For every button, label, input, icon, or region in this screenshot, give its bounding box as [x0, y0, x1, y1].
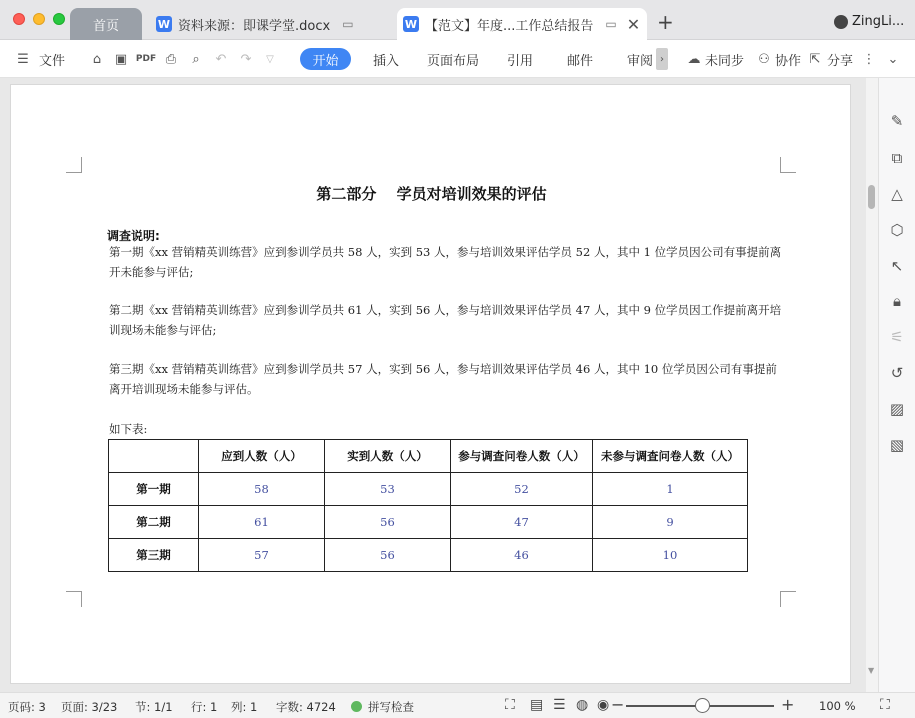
web-view-icon[interactable]: ◍	[576, 697, 589, 713]
tab-label: 资料来源：即课学堂.docx	[178, 18, 331, 34]
paragraph: 第三期《xx 营销精英训练营》应到参训学员共 57 人，实到 56 人，参与培训效果评估学员 46 人，其中 10 位学员因公司有事提前离开培训现场未能参与评估。	[109, 362, 777, 396]
ribbon-tab-start[interactable]: 开始	[300, 48, 351, 70]
history-icon[interactable]: ↺	[890, 364, 904, 382]
tab-document-source[interactable]	[152, 8, 392, 40]
table-cell[interactable]: 10	[593, 539, 748, 572]
table-header-cell[interactable]	[109, 440, 199, 473]
collaborate-icon[interactable]: ⚇	[758, 51, 770, 67]
table-row	[109, 539, 748, 572]
style-icon[interactable]: △	[891, 185, 903, 203]
paragraph: 第一期《xx 营销精英训练营》应到参训学员共 58 人，实到 53 人，参与培训效果评估学员 52 人，其中 1 位学员因公司有事提前离开未能参与评估;	[109, 245, 782, 279]
paragraph: 第二期《xx 营销精英训练营》应到参训学员共 61 人，实到 56 人，参与培训效果评估学员 47 人，其中 9 位学员因工作提前离开培训现场未能参与评估;	[109, 303, 782, 337]
table-cell[interactable]: 61	[199, 506, 325, 539]
table-cell[interactable]: 56	[325, 539, 451, 572]
main-toolbar	[0, 40, 915, 78]
adjust-sliders-icon[interactable]: ⚟	[890, 328, 904, 346]
table-cell[interactable]: 53	[325, 473, 451, 506]
table-header-cell[interactable]: 未参与调查问卷人数（人）	[593, 440, 748, 473]
table-row-label[interactable]: 第二期	[109, 506, 199, 539]
page-view-icon[interactable]: ▤	[530, 697, 544, 713]
file-menu[interactable]: 文件	[39, 53, 66, 69]
select-cursor-icon[interactable]: ↖	[890, 257, 904, 275]
collaborate-button[interactable]: 协作	[775, 53, 802, 69]
close-tab-icon[interactable]: ✕	[626, 14, 641, 34]
scroll-down-arrow-icon[interactable]: ▼	[868, 666, 875, 675]
close-window-button[interactable]	[13, 13, 25, 25]
crop-mark	[780, 591, 796, 607]
fit-page-icon[interactable]: ⛶	[880, 697, 890, 713]
ribbon-tab-mailings[interactable]: 邮件	[567, 53, 594, 69]
hexagon-icon[interactable]: ⬡	[890, 221, 904, 239]
table-header-cell[interactable]: 实到人数（人）	[325, 440, 451, 473]
table-row-label[interactable]: 第一期	[109, 473, 199, 506]
zoom-slider-thumb[interactable]	[695, 698, 710, 713]
print-icon[interactable]: ⎙	[165, 51, 177, 67]
lock-icon[interactable]: 🔒︎	[893, 292, 901, 310]
eye-protection-icon[interactable]: ◉	[597, 697, 610, 713]
crop-mark	[66, 157, 82, 173]
table-cell[interactable]: 46	[451, 539, 593, 572]
export-pdf-icon[interactable]: PDF	[135, 54, 157, 64]
pen-edit-icon[interactable]: ✎	[890, 112, 904, 130]
more-options-icon[interactable]: ⋮	[862, 51, 876, 67]
picture-icon[interactable]: ▧	[889, 436, 905, 454]
minimize-window-button[interactable]	[33, 13, 45, 25]
right-side-panel	[878, 78, 915, 692]
table-cell[interactable]: 56	[325, 506, 451, 539]
page-code: 页码: 3	[8, 700, 46, 714]
share-button[interactable]: 分享	[827, 53, 854, 69]
table-row-label[interactable]: 第三期	[109, 539, 199, 572]
table-row	[109, 473, 748, 506]
collapse-ribbon-icon[interactable]: ⌄	[887, 51, 899, 67]
monitor-icon: ▭	[605, 17, 617, 31]
data-table[interactable]	[108, 439, 748, 572]
share-icon[interactable]: ⇱	[809, 51, 821, 67]
table-cell[interactable]: 58	[199, 473, 325, 506]
ribbon-tab-insert[interactable]: 插入	[373, 53, 400, 69]
table-cell[interactable]: 47	[451, 506, 593, 539]
tab-label: 【范文】年度...工作总结报告	[425, 18, 594, 34]
document-canvas	[0, 78, 866, 692]
tab-bar	[0, 0, 915, 40]
word-doc-icon: W	[404, 17, 418, 31]
table-header-cell[interactable]: 应到人数（人）	[199, 440, 325, 473]
table-header-cell[interactable]: 参与调查问卷人数（人）	[451, 440, 593, 473]
table-cell[interactable]: 9	[593, 506, 748, 539]
tab-document-report[interactable]	[397, 8, 647, 40]
new-tab-button[interactable]: +	[657, 10, 674, 34]
table-cell[interactable]: 57	[199, 539, 325, 572]
column-indicator: 列: 1	[231, 700, 258, 714]
page-indicator[interactable]: 页面: 3/23	[61, 700, 118, 714]
ribbon-tab-review[interactable]: 审阅	[627, 53, 654, 69]
word-count[interactable]: 字数: 4724	[276, 700, 336, 714]
customize-toolbar-icon[interactable]: ▽	[266, 53, 274, 65]
ribbon-tab-page-layout[interactable]: 页面布局	[427, 53, 480, 69]
survey-label: 调查说明:	[107, 229, 160, 243]
user-avatar[interactable]	[834, 15, 848, 29]
section-indicator: 节: 1/1	[135, 700, 173, 714]
outline-view-icon[interactable]: ☰	[553, 697, 566, 713]
table-cell[interactable]: 1	[593, 473, 748, 506]
image-edit-icon[interactable]: ▨	[889, 400, 905, 418]
crop-mark	[66, 591, 82, 607]
spell-check-status-icon	[351, 701, 362, 712]
tab-home[interactable]: 首页	[70, 8, 142, 40]
print-preview-icon[interactable]: ⌕	[192, 51, 200, 67]
status-bar	[0, 692, 915, 718]
open-folder-icon[interactable]: ⌂	[92, 51, 102, 67]
zoom-level[interactable]: 100 %	[819, 699, 856, 713]
table-row	[109, 506, 748, 539]
spell-check-button[interactable]: 拼写检查	[368, 700, 414, 714]
ribbon-tab-references[interactable]: 引用	[507, 53, 534, 69]
zoom-out-icon[interactable]: −	[611, 695, 625, 714]
vertical-scrollbar[interactable]	[866, 78, 878, 692]
fullscreen-icon[interactable]: ⛶	[505, 697, 515, 713]
redo-icon[interactable]: ↷	[240, 51, 252, 67]
table-intro: 如下表:	[109, 422, 148, 436]
more-tabs-arrow-icon[interactable]: ›	[656, 48, 668, 70]
row-indicator: 行: 1	[191, 700, 218, 714]
document-heading: 第二部分 学员对培训效果的评估	[316, 185, 547, 203]
document-page[interactable]	[10, 84, 851, 684]
monitor-icon: ▭	[342, 17, 354, 31]
table-cell[interactable]: 52	[451, 473, 593, 506]
maximize-window-button[interactable]	[53, 13, 65, 25]
sync-status[interactable]: 未同步	[705, 53, 745, 69]
undo-icon[interactable]: ↶	[215, 51, 227, 67]
user-name[interactable]: ZingLi...	[852, 14, 905, 29]
scroll-thumb[interactable]	[868, 185, 875, 209]
save-icon[interactable]: ▣	[114, 51, 128, 67]
crop-mark	[780, 157, 796, 173]
cloud-sync-icon[interactable]: ☁	[687, 51, 701, 67]
table-header-row	[109, 440, 748, 473]
word-doc-icon: W	[157, 17, 171, 31]
shapes-icon[interactable]: ⧉	[891, 149, 903, 167]
hamburger-menu-icon[interactable]: ☰	[17, 51, 29, 67]
zoom-in-icon[interactable]: +	[781, 695, 795, 714]
